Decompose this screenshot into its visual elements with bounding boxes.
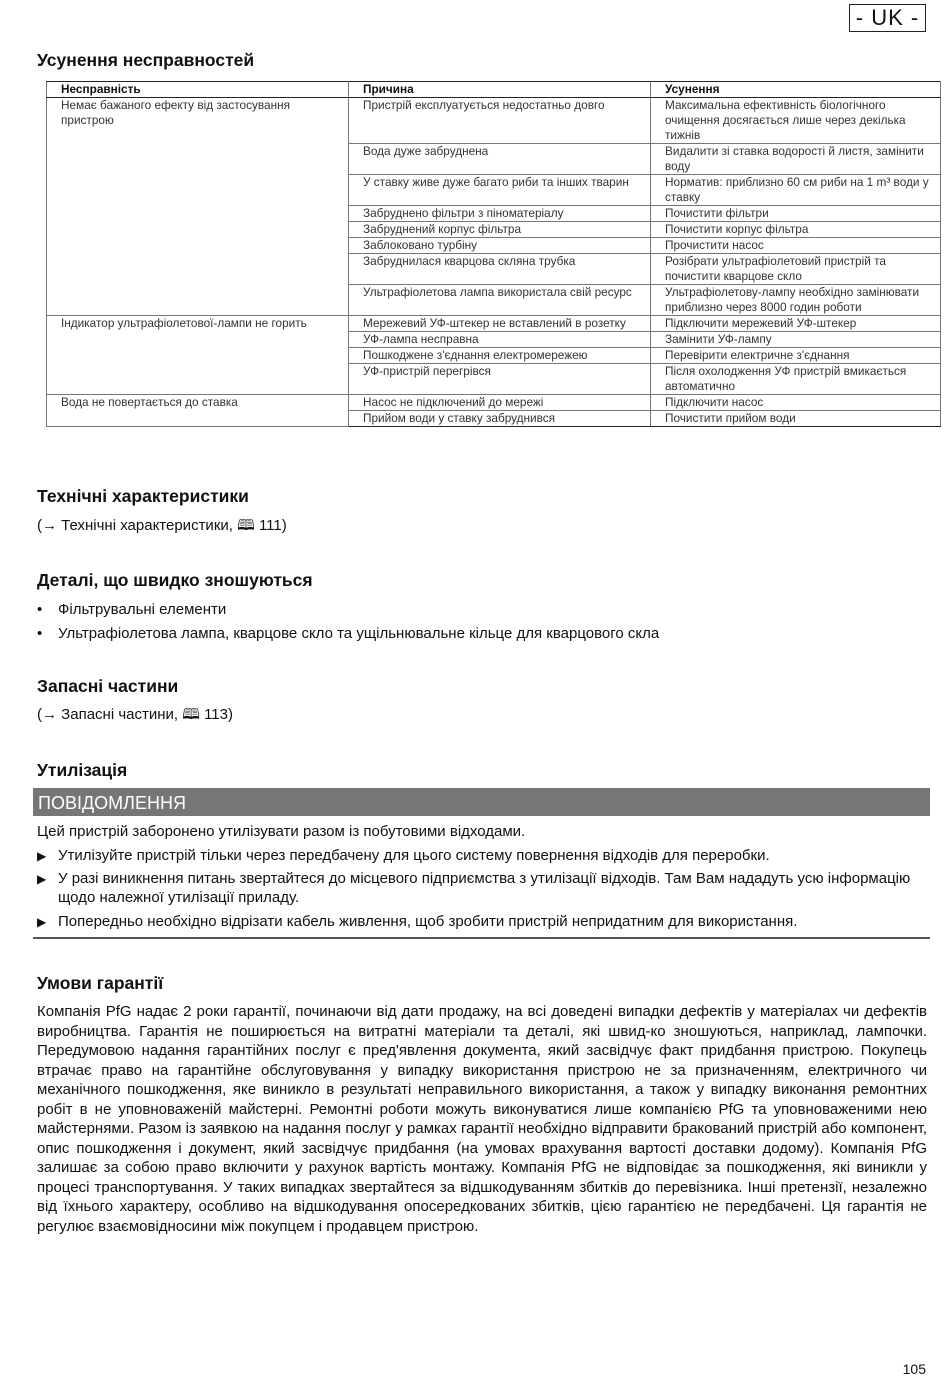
disposal-step-text: Утилізуйте пристрій тільки через передбачену для цього систему повернення відходів для переробки.: [58, 847, 770, 864]
table-row: [47, 395, 941, 411]
remedy-cell: Після охолодження УФ пристрій вмикається автоматично: [651, 364, 941, 395]
disposal-step: [37, 912, 927, 931]
notice-end-divider: [33, 937, 930, 939]
cause-cell: Ультрафіолетова лампа використала свій ресурс: [349, 285, 651, 316]
disposal-step: [37, 846, 927, 865]
remedy-cell: Прочистити насос: [651, 238, 941, 254]
disposal-step-text: У разі виникнення питань звертайтеся до місцевого підприємства з утилізації відходів. Там Вам нададуть усю інформацію щодо належної утилізації приладу.: [58, 870, 911, 906]
remedy-cell: Розібрати ультрафіолетовий пристрій та почистити кварцове скло: [651, 254, 941, 285]
cause-cell: Прийом води у ставку забруднився: [349, 411, 651, 427]
fault-cell: Немає бажаного ефекту від застосування пристрою: [47, 98, 349, 316]
cause-cell: Вода дуже забруднена: [349, 144, 651, 175]
header-remedy: Усунення: [651, 82, 941, 98]
table-row: [47, 316, 941, 332]
cause-cell: Насос не підключений до мережі: [349, 395, 651, 411]
cause-cell: Забруднилася кварцова скляна трубка: [349, 254, 651, 285]
notice-banner: ПОВІДОМЛЕННЯ: [33, 788, 930, 816]
tech-reference: (→ Технічні характеристики, 🕮 111): [37, 517, 287, 534]
fault-cell: Вода не повертається до ставка: [47, 395, 349, 427]
remedy-cell: Почистити фільтри: [651, 206, 941, 222]
table-row: [47, 98, 941, 144]
remedy-cell: Замінити УФ-лампу: [651, 332, 941, 348]
remedy-cell: Підключити насос: [651, 395, 941, 411]
bullet-icon: •: [37, 601, 43, 618]
troubleshooting-title: Усунення несправностей: [37, 50, 255, 70]
spare-parts-title: Запасні частини: [37, 676, 179, 696]
header-fault: Несправність: [47, 82, 349, 98]
header-cause: Причина: [349, 82, 651, 98]
remedy-cell: Перевірити електричне з'єднання: [651, 348, 941, 364]
cause-cell: Забруднений корпус фільтра: [349, 222, 651, 238]
wear-parts-title: Деталі, що швидко зношуються: [37, 570, 313, 590]
list-item-text: Ультрафіолетова лампа, кварцове скло та ущільнювальне кільце для кварцового скла: [58, 625, 660, 642]
page-number: 105: [902, 1361, 926, 1377]
remedy-cell: Максимальна ефективність біологічного очищення досягається лише через декілька тижнів: [651, 98, 941, 144]
cause-cell: Мережевий УФ-штекер не вставлений в розетку: [349, 316, 651, 332]
cause-cell: УФ-пристрій перегрівся: [349, 364, 651, 395]
table-header-row: [47, 82, 941, 98]
tech-title: Технічні характеристики: [37, 486, 249, 506]
cause-cell: УФ-лампа несправна: [349, 332, 651, 348]
disposal-step: [37, 869, 927, 907]
arrow-right-icon: ▶: [37, 872, 47, 886]
arrow-right-icon: ▶: [37, 915, 47, 929]
list-item-text: Фільтрувальні елементи: [58, 601, 227, 618]
warranty-text: Компанія PfG надає 2 роки гарантії, починаючи від дати продажу, на всі доведені випадки дефектів у матеріалах чи дефектів виробництва. Гарантія не поширюється на витратні матеріали та деталі, які швид-ко зношуються, наприклад, лампочки. Передумовою надання гарантійних послуг є пред'явлення документа, який засвідчує факт придбання пристрою. Покупець втрачає право на гарантійне обслуговування у випадку використання пристрою не за призначенням, електричного чи механічного пошкодження, яке виникло в результаті неправильного використання, а також у випадку виконання ремонтних робіт в не уповноваженій майстерні. Ремонтні роботи можуть виконуватися лише компанією PfG та уповноваженими нею майстернями. Разом із заявкою на надання послуг у рамках гарантії необхідно відправити бракований пристрій або компонент, опис пошкодження і документ, який засвідчує придбання (на умовах врахування вартості доставки додому). Компанія PfG залишає за собою право включити у рахунок вартість монтажу. Компанія PfG не відповідає за пошкодження, які виникли у процесі транспортування. У таких випадках звертайтеся за відшкодуванням збитків до перевізника. Інші претензії, незалежно від їхнього характеру, особливо на відшкодування опосередкованих збитків, цією гарантією не передбачені. Ця гарантія не регулює взаємовідносини між покупцем і продавцем пристрою.: [37, 1003, 927, 1235]
arrow-right-icon: ▶: [37, 849, 47, 863]
cause-cell: Забруднено фільтри з піноматеріалу: [349, 206, 651, 222]
remedy-cell: Почистити прийом води: [651, 411, 941, 427]
cause-cell: Пошкоджене з'єднання електромережею: [349, 348, 651, 364]
cause-cell: У ставку живе дуже багато риби та інших тварин: [349, 175, 651, 206]
fault-cell: Індикатор ультрафіолетової-лампи не горить: [47, 316, 349, 395]
remedy-cell: Почистити корпус фільтра: [651, 222, 941, 238]
remedy-cell: Видалити зі ставка водорості й листя, замінити воду: [651, 144, 941, 175]
troubleshooting-table: [46, 81, 941, 427]
bullet-icon: •: [37, 625, 43, 642]
language-badge: - UK -: [849, 4, 926, 32]
spare-parts-reference: (→ Запасні частини, 🕮 113): [37, 706, 233, 723]
warranty-title: Умови гарантії: [37, 973, 164, 993]
cause-cell: Заблоковано турбіну: [349, 238, 651, 254]
remedy-cell: Ультрафіолетову-лампу необхідно замінювати приблизно через 8000 годин роботи: [651, 285, 941, 316]
disposal-intro: Цей пристрій заборонено утилізувати разом із побутовими відходами.: [37, 823, 526, 840]
remedy-cell: Підключити мережевий УФ-штекер: [651, 316, 941, 332]
disposal-title: Утилізація: [37, 760, 128, 780]
cause-cell: Пристрій експлуатується недостатньо довго: [349, 98, 651, 144]
remedy-cell: Норматив: приблизно 60 см риби на 1 m³ води у ставку: [651, 175, 941, 206]
disposal-step-text: Попередньо необхідно відрізати кабель живлення, щоб зробити пристрій непридатним для використання.: [58, 913, 798, 930]
